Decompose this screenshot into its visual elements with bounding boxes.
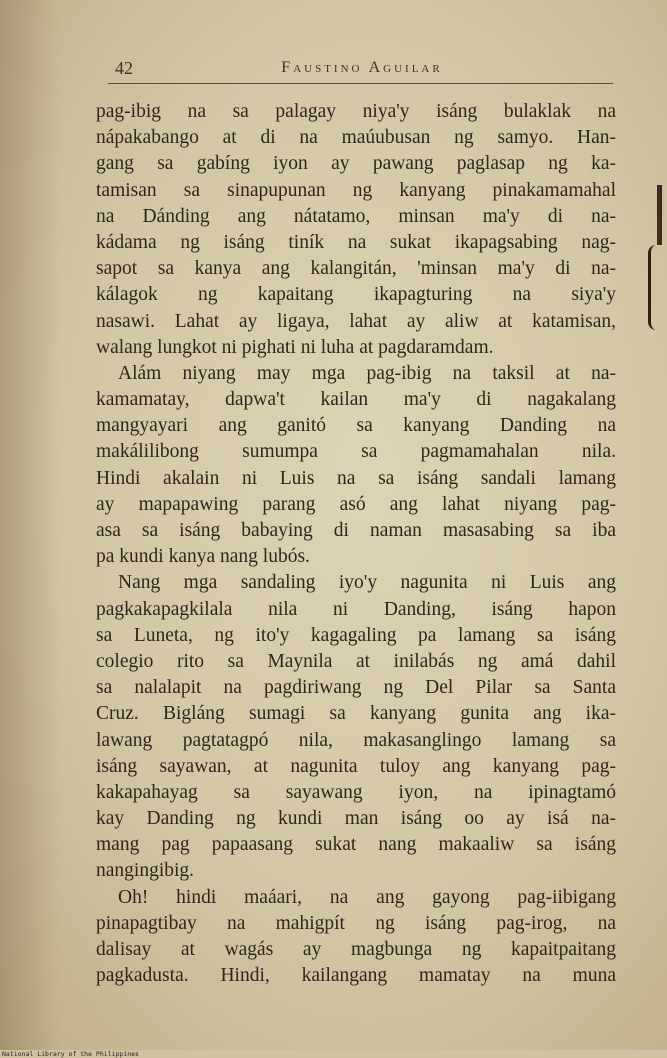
- running-head: Faustino Aguilar: [281, 59, 443, 76]
- text-line: asa sa isáng babaying di naman masasabing sa iba: [96, 520, 616, 541]
- text-line: sa Luneta, ng ito'y kagagaling pa lamang sa isáng: [96, 624, 616, 646]
- text-line: na Dánding ang nátatamo, minsan ma'y di na-: [96, 205, 616, 227]
- text-line: nangingibig.: [96, 860, 195, 882]
- text-line: mangyayari ang ganitó sa kanyang Danding na: [96, 415, 616, 437]
- text-line: makálilibong sumumpa sa pagmamahalan nila.: [96, 441, 616, 463]
- text-line: tamisan sa sinapupunan ng kanyang pinakamamahal: [96, 179, 616, 201]
- body-text: [96, 99, 616, 989]
- text-line: gang sa gabíng iyon ay pawang paglasap ng ka-: [96, 153, 616, 175]
- page-header: [112, 58, 612, 82]
- text-line: walang lungkot ni pighati ni luha at pagdaramdam.: [96, 336, 494, 358]
- edge-tab-mark: [657, 185, 662, 245]
- text-line: mang pag papaasang sukat nang makaaliw sa isáng: [96, 834, 616, 856]
- text-line: kamamatay, dapwa't kailan ma'y di nagakalang: [96, 389, 616, 411]
- text-line: pagkadusta. Hindi, kailangang mamatay na muna: [96, 965, 616, 987]
- text-line: kay Danding ng kundi man isáng oo ay isá na-: [96, 808, 616, 830]
- text-line: isáng sayawan, at nagunita tuloy ang kanyang pag-: [96, 755, 616, 777]
- text-line: colegio rito sa Maynila at inilabás ng amá dahil: [96, 650, 616, 672]
- text-line: nasawi. Lahat ay ligaya, lahat ay aliw at katamisan,: [96, 310, 616, 332]
- text-line: ay mapapawing parang asó ang lahat niyang pag-: [96, 493, 616, 515]
- text-line: Alám niyang may mga pag-ibig na taksil at na-: [118, 362, 616, 384]
- text-line: Hindi akalain ni Luis na sa isáng sandali lamang: [96, 467, 616, 489]
- text-line: pag-ibig na sa palagay niya'y isáng bulaklak na: [96, 101, 616, 122]
- page-number: 42: [115, 58, 133, 78]
- text-line: kádama ng isáng tiník na sukat ikapagsabing nag-: [96, 231, 616, 253]
- text-line: dalisay at wagás ay magbunga ng kapaitpaitang: [96, 939, 616, 960]
- text-line: kálagok ng kapaitang ikapagturing na siya'y: [96, 284, 616, 306]
- header-rule: [108, 83, 613, 84]
- text-line: pagkakapagkilala nila ni Danding, isáng hapon: [96, 598, 616, 620]
- text-line: Oh! hindi maáari, na ang gayong pag-iibigang: [118, 886, 616, 908]
- text-line: nápakabango at di na maúubusan ng samyo. Han-: [96, 127, 616, 149]
- text-line: Nang mga sandaling iyo'y nagunita ni Luis ang: [118, 572, 616, 594]
- scan-credit: National Library of the Philippines: [2, 1050, 139, 1058]
- text-line: lawang pagtatagpó nila, makasanglingo lamang sa: [96, 729, 616, 751]
- text-line: Cruz. Bigláng sumagi sa kanyang gunita ang ika-: [96, 703, 616, 725]
- text-line: sapot sa kanya ang kalangitán, 'minsan ma'y di na-: [96, 258, 616, 280]
- text-line: pinapagtibay na mahigpít ng isáng pag-irog, na: [96, 912, 616, 934]
- text-line: kakapahayag sa sayawang iyon, na ipinagtamó: [96, 781, 616, 803]
- text-line: sa nalalapit na pagdiriwang ng Del Pilar sa Santa: [96, 677, 616, 699]
- text-line: pa kundi kanya nang lubós.: [96, 546, 310, 568]
- edge-bracket-mark: [648, 245, 661, 330]
